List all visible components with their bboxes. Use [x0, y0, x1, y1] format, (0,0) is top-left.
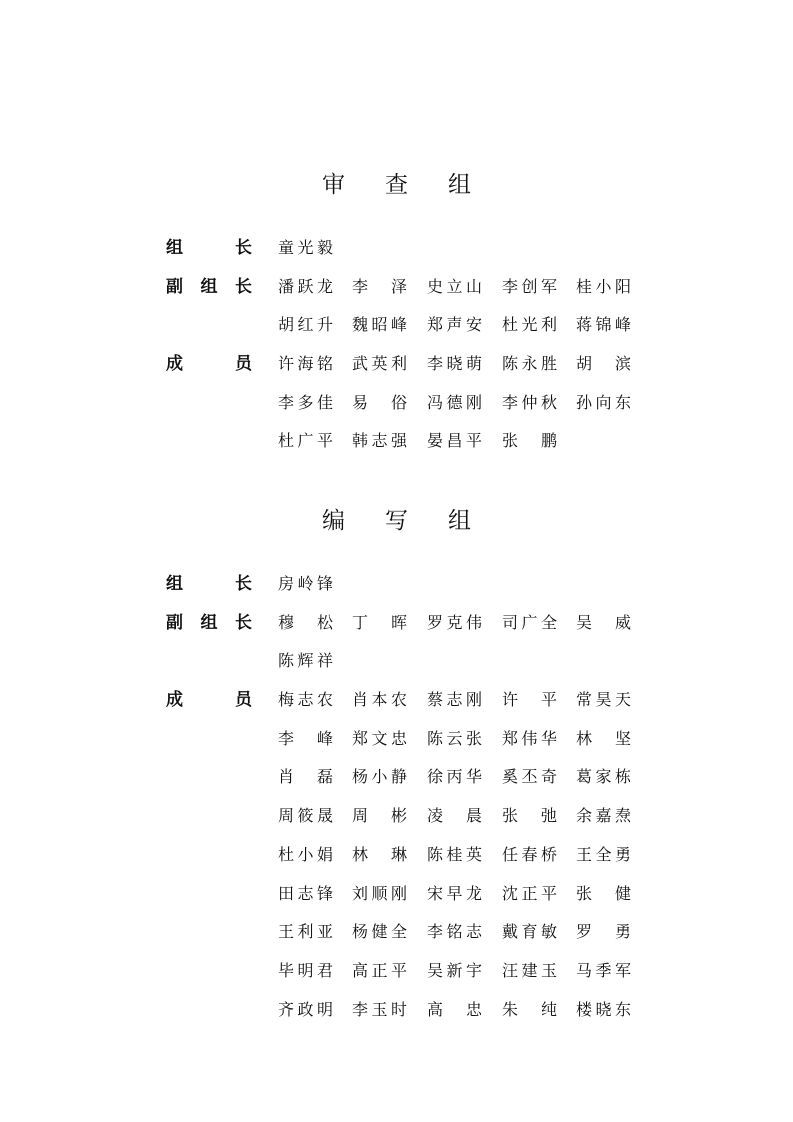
title-char: 编: [322, 508, 345, 534]
person-name: 史 立 山: [427, 276, 482, 296]
name-row: [278, 804, 638, 828]
person-name: 余 嘉 焘: [576, 806, 631, 826]
role-label: 副 组 长: [166, 612, 252, 633]
person-name: 徐 丙 华: [427, 767, 482, 787]
person-name: 林 坚: [576, 728, 631, 748]
person-name: 林 琳: [352, 844, 407, 864]
person-name: 冯 德 刚: [427, 392, 482, 412]
person-name: 杜 小 娟: [278, 844, 333, 864]
person-name: 齐 政 明: [278, 999, 333, 1019]
person-name: 胡 滨: [576, 354, 631, 374]
person-name: 王 全 勇: [576, 844, 631, 864]
name-row: [278, 727, 638, 751]
person-name: 高 忠: [427, 999, 482, 1019]
person-name: 李 玉 时: [352, 999, 407, 1019]
person-name: 杜 光 利: [502, 315, 557, 335]
name-row: [278, 765, 638, 789]
person-name: 郑 伟 华: [502, 728, 557, 748]
person-name: 陈 云 张: [427, 728, 482, 748]
person-name: 沈 正 平: [502, 883, 557, 903]
name-row: [278, 429, 638, 453]
title-char: 组: [448, 172, 471, 198]
person-name: 吴 威: [576, 612, 631, 632]
person-name: 李 仲 秋: [502, 392, 557, 412]
person-name: 许 海 铭: [278, 354, 333, 374]
name-row: [278, 959, 638, 983]
person-name: 戴 育 敏: [502, 922, 557, 942]
person-name: 朱 纯: [502, 999, 557, 1019]
person-name: 胡 红 升: [278, 315, 333, 335]
person-name: 凌 晨: [427, 806, 482, 826]
person-name: 李 多 佳: [278, 392, 333, 412]
person-name: 武 英 利: [352, 354, 407, 374]
person-name: 房 岭 锋: [278, 574, 333, 593]
name-row: [278, 688, 638, 712]
name-row: [278, 882, 638, 906]
person-name: 罗 克 伟: [427, 612, 482, 632]
person-name: 魏 昭 峰: [352, 315, 407, 335]
person-name: 童 光 毅: [278, 238, 333, 257]
person-name: 周 筱 晟: [278, 806, 333, 826]
person-name: 晏 昌 平: [427, 431, 482, 451]
person-name: 郑 声 安: [427, 315, 482, 335]
person-name: 李 峰: [278, 728, 333, 748]
name-row: [278, 920, 638, 944]
person-name: 肖 本 农: [352, 690, 407, 710]
person-name: 潘 跃 龙: [278, 276, 333, 296]
title-char: 写: [385, 508, 408, 534]
person-name: 李 泽: [352, 276, 407, 296]
role-label: 成 员: [166, 690, 252, 711]
person-name: 穆 松: [278, 612, 333, 632]
name-row: [278, 843, 638, 867]
person-name: 王 利 亚: [278, 922, 333, 942]
person-name: 蒋 锦 峰: [576, 315, 631, 335]
name-row: [278, 649, 638, 673]
person-name: 蔡 志 刚: [427, 690, 482, 710]
person-name: 易 俗: [352, 392, 407, 412]
person-name: 马 季 军: [576, 960, 631, 980]
person-name: 葛 家 栋: [576, 767, 631, 787]
name-row: [278, 391, 638, 415]
person-name: 桂 小 阳: [576, 276, 631, 296]
name-row: [278, 352, 638, 376]
person-name: 梅 志 农: [278, 690, 333, 710]
name-row: [278, 572, 638, 596]
person-name: 李 创 军: [502, 276, 557, 296]
person-name: 田 志 锋: [278, 883, 333, 903]
person-name: 杨 健 全: [352, 922, 407, 942]
person-name: 吴 新 宇: [427, 960, 482, 980]
title-char: 组: [448, 508, 471, 534]
person-name: 陈 桂 英: [427, 844, 482, 864]
person-name: 司 广 全: [502, 612, 557, 632]
name-row: [278, 275, 638, 299]
person-name: 刘 顺 刚: [352, 883, 407, 903]
person-name: 周 彬: [352, 806, 407, 826]
person-name: 奚 丕 奇: [502, 767, 557, 787]
role-label: 组 长: [166, 238, 252, 258]
person-name: 李 晓 萌: [427, 354, 482, 374]
person-name: 孙 向 东: [576, 392, 631, 412]
title-char: 查: [385, 172, 408, 198]
role-label: 组 长: [166, 574, 252, 594]
role-label: 副 组 长: [166, 276, 252, 297]
person-name: 高 正 平: [352, 960, 407, 980]
role-label: 成 员: [166, 354, 252, 375]
person-name: 陈 辉 祥: [278, 651, 333, 671]
person-name: 张 鹏: [502, 431, 557, 451]
person-name: 张 弛: [502, 806, 557, 826]
person-name: 罗 勇: [576, 922, 631, 942]
person-name: 许 平: [502, 690, 557, 710]
person-name: 任 春 桥: [502, 844, 557, 864]
title-char: 审: [322, 172, 345, 198]
person-name: 杨 小 静: [352, 767, 407, 787]
name-row: [278, 236, 638, 260]
person-name: 李 铭 志: [427, 922, 482, 942]
person-name: 陈 永 胜: [502, 354, 557, 374]
person-name: 韩 志 强: [352, 431, 407, 451]
section-title: [0, 170, 793, 200]
person-name: 丁 晖: [352, 612, 407, 632]
person-name: 肖 磊: [278, 767, 333, 787]
name-row: [278, 313, 638, 337]
person-name: 郑 文 忠: [352, 728, 407, 748]
person-name: 汪 建 玉: [502, 960, 557, 980]
name-row: [278, 998, 638, 1022]
person-name: 张 健: [576, 883, 631, 903]
section-title: [0, 506, 793, 536]
person-name: 楼 晓 东: [576, 999, 631, 1019]
person-name: 杜 广 平: [278, 431, 333, 451]
person-name: 宋 早 龙: [427, 883, 482, 903]
person-name: 常 昊 天: [576, 690, 631, 710]
name-row: [278, 611, 638, 635]
person-name: 毕 明 君: [278, 960, 333, 980]
